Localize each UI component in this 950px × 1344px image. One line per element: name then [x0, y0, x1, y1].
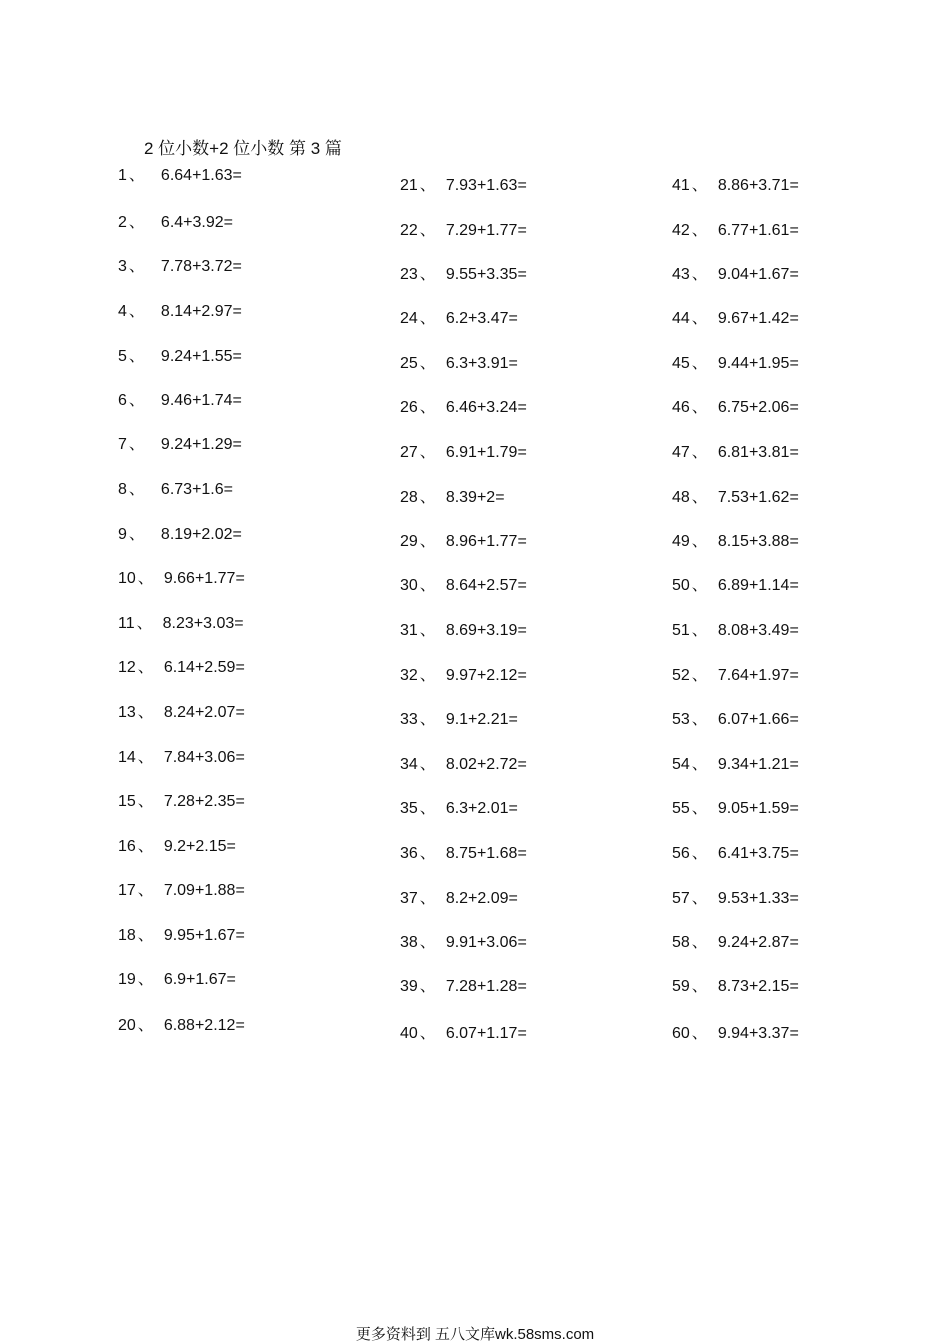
problem-number: 21 [400, 177, 418, 194]
problem-number: 3 [118, 258, 127, 275]
problem-expression: 9.97+2.12= [445, 667, 527, 684]
problem-expression: 9.24+1.55= [160, 348, 242, 365]
problem-separator: 、 [691, 222, 708, 239]
problem-number: 1 [118, 167, 127, 184]
problem-item [118, 480, 233, 500]
problem-item [118, 166, 242, 186]
problem-separator: 、 [691, 845, 708, 862]
problem-separator: 、 [419, 711, 436, 728]
problem-separator: 、 [137, 570, 154, 587]
problem-expression: 6.77+1.61= [717, 222, 799, 239]
problem-separator: 、 [419, 310, 436, 327]
problem-number: 14 [118, 749, 136, 766]
problem-separator: 、 [419, 444, 436, 461]
problem-separator: 、 [128, 392, 145, 409]
problem-item [672, 221, 799, 241]
problem-item [118, 569, 245, 589]
problem-number: 22 [400, 222, 418, 239]
problem-separator: 、 [419, 489, 436, 506]
problem-item [118, 391, 242, 411]
problem-separator: 、 [691, 577, 708, 594]
problem-expression: 8.69+3.19= [445, 622, 527, 639]
problem-item [118, 1016, 245, 1036]
problem-item [118, 837, 236, 857]
problem-number: 12 [118, 659, 136, 676]
problem-column-2 [400, 0, 680, 1100]
problem-item [118, 347, 242, 367]
problem-expression: 6.3+3.91= [445, 355, 518, 372]
problem-expression: 9.24+2.87= [717, 934, 799, 951]
problem-item [400, 844, 527, 864]
problem-separator: 、 [137, 659, 154, 676]
problem-number: 52 [672, 667, 690, 684]
problem-item [118, 881, 245, 901]
problem-item [400, 621, 527, 641]
problem-number: 48 [672, 489, 690, 506]
problem-separator: 、 [691, 533, 708, 550]
problem-expression: 9.95+1.67= [163, 927, 245, 944]
problem-number: 56 [672, 845, 690, 862]
problem-separator: 、 [691, 978, 708, 995]
problem-number: 43 [672, 266, 690, 283]
problem-item [672, 576, 799, 596]
problem-separator: 、 [419, 800, 436, 817]
problem-separator: 、 [128, 481, 145, 498]
problem-item [672, 309, 799, 329]
problem-number: 13 [118, 704, 136, 721]
problem-item [672, 621, 799, 641]
problem-number: 35 [400, 800, 418, 817]
problem-expression: 7.09+1.88= [163, 882, 245, 899]
problem-item [672, 265, 799, 285]
problem-expression: 8.64+2.57= [445, 577, 527, 594]
problem-item [400, 176, 527, 196]
problem-number: 31 [400, 622, 418, 639]
problem-separator: 、 [128, 526, 145, 543]
problem-number: 11 [118, 615, 135, 632]
problem-expression: 9.53+1.33= [717, 890, 799, 907]
problem-expression: 9.67+1.42= [717, 310, 799, 327]
problem-item [118, 792, 245, 812]
problem-expression: 6.41+3.75= [717, 845, 799, 862]
problem-expression: 6.14+2.59= [163, 659, 245, 676]
problem-item [400, 221, 527, 241]
problem-separator: 、 [137, 749, 154, 766]
problem-expression: 7.93+1.63= [445, 177, 527, 194]
problem-number: 57 [672, 890, 690, 907]
problem-expression: 9.05+1.59= [717, 800, 799, 817]
problem-number: 17 [118, 882, 136, 899]
problem-number: 47 [672, 444, 690, 461]
problem-item [672, 755, 799, 775]
problem-separator: 、 [137, 793, 154, 810]
problem-number: 50 [672, 577, 690, 594]
problem-separator: 、 [419, 177, 436, 194]
problem-expression: 6.64+1.63= [160, 167, 242, 184]
problem-expression: 6.91+1.79= [445, 444, 527, 461]
problem-number: 15 [118, 793, 136, 810]
problem-item [400, 532, 527, 552]
problem-number: 18 [118, 927, 136, 944]
problem-expression: 9.91+3.06= [445, 934, 527, 951]
problem-item [118, 926, 245, 946]
problem-separator: 、 [419, 355, 436, 372]
problem-separator: 、 [419, 622, 436, 639]
problem-separator: 、 [419, 222, 436, 239]
problem-number: 4 [118, 303, 127, 320]
problem-expression: 8.15+3.88= [717, 533, 799, 550]
problem-expression: 9.44+1.95= [717, 355, 799, 372]
problem-item [672, 933, 799, 953]
problem-number: 45 [672, 355, 690, 372]
problem-item [400, 398, 527, 418]
problem-number: 54 [672, 756, 690, 773]
problem-expression: 8.73+2.15= [717, 978, 799, 995]
problem-expression: 8.75+1.68= [445, 845, 527, 862]
problem-separator: 、 [137, 927, 154, 944]
problem-item [400, 755, 527, 775]
problem-separator: 、 [419, 533, 436, 550]
problem-expression: 7.29+1.77= [445, 222, 527, 239]
problem-number: 25 [400, 355, 418, 372]
problem-expression: 7.53+1.62= [717, 489, 799, 506]
problem-number: 30 [400, 577, 418, 594]
problem-number: 7 [118, 436, 127, 453]
problem-number: 32 [400, 667, 418, 684]
problem-item [672, 176, 799, 196]
problem-item [672, 532, 799, 552]
problem-number: 2 [118, 214, 127, 231]
problem-number: 49 [672, 533, 690, 550]
problem-separator: 、 [419, 1025, 436, 1042]
problem-item [118, 213, 233, 233]
footer-text: 更多资料到 五八文库wk.58sms.com [355, 1326, 595, 1343]
problem-separator: 、 [691, 756, 708, 773]
problem-expression: 8.2+2.09= [445, 890, 518, 907]
problem-separator: 、 [137, 704, 154, 721]
problem-separator: 、 [128, 214, 145, 231]
problem-number: 23 [400, 266, 418, 283]
problem-separator: 、 [137, 882, 154, 899]
problem-separator: 、 [419, 667, 436, 684]
problem-expression: 6.07+1.66= [717, 711, 799, 728]
problem-expression: 8.39+2= [445, 489, 505, 506]
problem-item [400, 666, 527, 686]
problem-item [118, 748, 245, 768]
problem-expression: 6.07+1.17= [445, 1025, 527, 1042]
problem-expression: 6.3+2.01= [445, 800, 518, 817]
problem-expression: 6.9+1.67= [163, 971, 236, 988]
problem-item [672, 844, 799, 864]
problem-separator: 、 [691, 177, 708, 194]
problem-number: 19 [118, 971, 136, 988]
problem-separator: 、 [691, 890, 708, 907]
problem-expression: 7.78+3.72= [160, 258, 242, 275]
problem-item [118, 703, 245, 723]
problem-expression: 9.2+2.15= [163, 838, 236, 855]
problem-expression: 7.28+2.35= [163, 793, 245, 810]
problem-expression: 9.24+1.29= [160, 436, 242, 453]
problem-separator: 、 [128, 258, 145, 275]
problem-expression: 7.28+1.28= [445, 978, 527, 995]
problem-item [118, 614, 244, 634]
problem-separator: 、 [691, 444, 708, 461]
problem-expression: 6.88+2.12= [163, 1017, 245, 1034]
problem-item [400, 443, 527, 463]
problem-item [400, 889, 518, 909]
problem-number: 46 [672, 399, 690, 416]
problem-separator: 、 [419, 399, 436, 416]
problem-expression: 6.46+3.24= [445, 399, 527, 416]
problem-number: 24 [400, 310, 418, 327]
problem-expression: 9.55+3.35= [445, 266, 527, 283]
problem-column-3 [672, 0, 950, 1100]
problem-item [672, 488, 799, 508]
problem-expression: 6.75+2.06= [717, 399, 799, 416]
problem-expression: 8.08+3.49= [717, 622, 799, 639]
worksheet-title: 2 位小数+2 位小数 第 3 篇 [144, 139, 342, 158]
problem-number: 39 [400, 978, 418, 995]
problem-separator: 、 [419, 978, 436, 995]
problem-expression: 8.02+2.72= [445, 756, 527, 773]
problem-separator: 、 [419, 577, 436, 594]
problem-separator: 、 [128, 348, 145, 365]
problem-number: 40 [400, 1025, 418, 1042]
problem-item [118, 970, 236, 990]
problem-number: 34 [400, 756, 418, 773]
problem-separator: 、 [691, 489, 708, 506]
problem-item [400, 354, 518, 374]
problem-number: 58 [672, 934, 690, 951]
problem-separator: 、 [691, 266, 708, 283]
problem-expression: 6.4+3.92= [160, 214, 233, 231]
problem-expression: 9.04+1.67= [717, 266, 799, 283]
problem-item [400, 265, 527, 285]
problem-item [118, 525, 242, 545]
problem-item [118, 658, 245, 678]
problem-number: 10 [118, 570, 136, 587]
problem-separator: 、 [137, 838, 154, 855]
problem-number: 59 [672, 978, 690, 995]
problem-item [400, 309, 518, 329]
problem-number: 41 [672, 177, 690, 194]
problem-item [118, 257, 242, 277]
problem-separator: 、 [137, 971, 154, 988]
problem-item [400, 1024, 527, 1044]
problem-separator: 、 [419, 756, 436, 773]
problem-expression: 6.2+3.47= [445, 310, 518, 327]
problem-expression: 9.46+1.74= [160, 392, 242, 409]
problem-number: 28 [400, 489, 418, 506]
problem-column-1 [118, 0, 398, 1100]
problem-separator: 、 [419, 266, 436, 283]
problem-separator: 、 [691, 355, 708, 372]
problem-separator: 、 [419, 934, 436, 951]
problem-expression: 6.89+1.14= [717, 577, 799, 594]
problem-number: 16 [118, 838, 136, 855]
problem-separator: 、 [128, 436, 145, 453]
problem-item [672, 889, 799, 909]
problem-number: 6 [118, 392, 127, 409]
problem-item [400, 576, 527, 596]
problem-item [672, 666, 799, 686]
problem-separator: 、 [128, 303, 145, 320]
problem-expression: 6.81+3.81= [717, 444, 799, 461]
problem-item [400, 710, 518, 730]
problem-item [672, 398, 799, 418]
problem-separator: 、 [691, 934, 708, 951]
problem-number: 29 [400, 533, 418, 550]
problem-separator: 、 [136, 615, 153, 632]
problem-number: 55 [672, 800, 690, 817]
problem-separator: 、 [137, 1017, 154, 1034]
problem-number: 44 [672, 310, 690, 327]
problem-expression: 8.96+1.77= [445, 533, 527, 550]
problem-separator: 、 [691, 1025, 708, 1042]
problem-separator: 、 [691, 711, 708, 728]
problem-number: 51 [672, 622, 690, 639]
problem-expression: 8.19+2.02= [160, 526, 242, 543]
problem-expression: 8.86+3.71= [717, 177, 799, 194]
problem-item [672, 354, 799, 374]
problem-item [672, 1024, 799, 1044]
problem-number: 38 [400, 934, 418, 951]
problem-separator: 、 [419, 890, 436, 907]
problem-expression: 9.1+2.21= [445, 711, 518, 728]
problem-item [400, 799, 518, 819]
problem-separator: 、 [419, 845, 436, 862]
problem-number: 53 [672, 711, 690, 728]
problem-number: 9 [118, 526, 127, 543]
problem-separator: 、 [691, 622, 708, 639]
problem-number: 8 [118, 481, 127, 498]
problem-number: 42 [672, 222, 690, 239]
problem-expression: 7.84+3.06= [163, 749, 245, 766]
problem-number: 33 [400, 711, 418, 728]
problem-separator: 、 [691, 800, 708, 817]
problem-expression: 6.73+1.6= [160, 481, 233, 498]
problem-number: 5 [118, 348, 127, 365]
problem-number: 37 [400, 890, 418, 907]
problem-item [400, 977, 527, 997]
problem-number: 36 [400, 845, 418, 862]
problem-item [672, 443, 799, 463]
problem-expression: 8.24+2.07= [163, 704, 245, 721]
problem-expression: 8.14+2.97= [160, 303, 242, 320]
problem-separator: 、 [691, 399, 708, 416]
problem-number: 27 [400, 444, 418, 461]
problem-expression: 9.94+3.37= [717, 1025, 799, 1042]
problem-number: 26 [400, 399, 418, 416]
problem-separator: 、 [691, 667, 708, 684]
problem-item [118, 435, 242, 455]
problem-number: 20 [118, 1017, 136, 1034]
problem-item [672, 710, 799, 730]
problem-item [672, 799, 799, 819]
problem-expression: 7.64+1.97= [717, 667, 799, 684]
problem-item [400, 933, 527, 953]
problem-separator: 、 [128, 167, 145, 184]
problem-expression: 9.66+1.77= [163, 570, 245, 587]
problem-number: 60 [672, 1025, 690, 1042]
problem-item [672, 977, 799, 997]
problem-item [400, 488, 505, 508]
problem-separator: 、 [691, 310, 708, 327]
problem-expression: 9.34+1.21= [717, 756, 799, 773]
problem-expression: 8.23+3.03= [162, 615, 244, 632]
problem-item [118, 302, 242, 322]
